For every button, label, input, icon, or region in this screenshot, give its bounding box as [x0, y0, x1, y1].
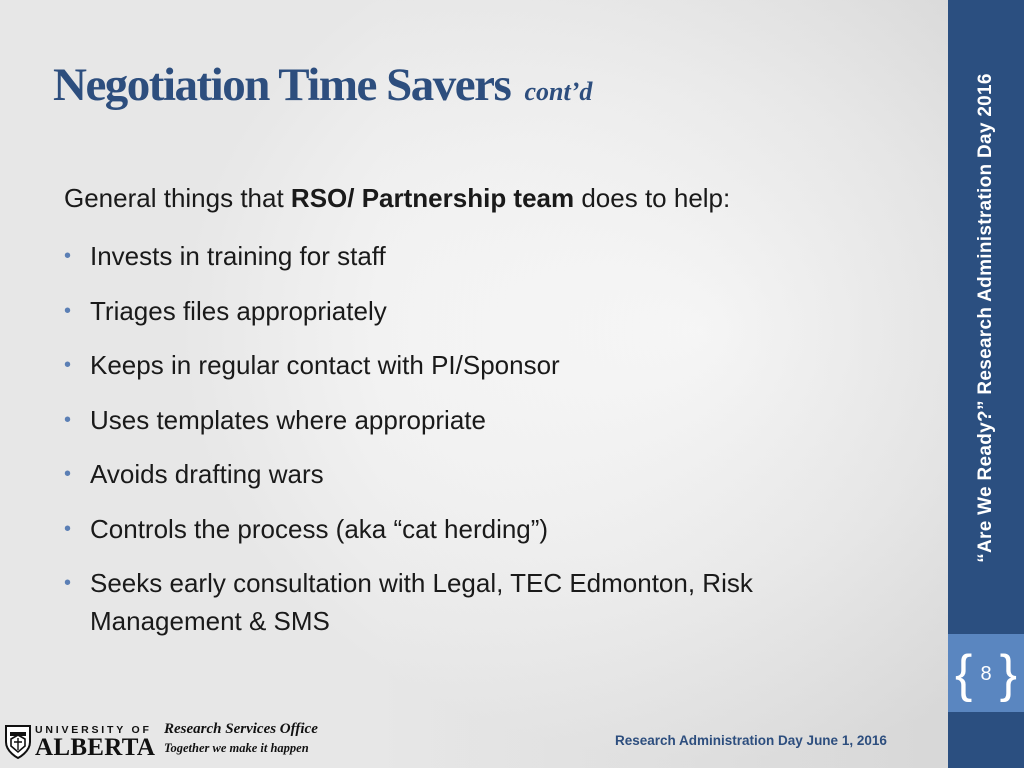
slide-title-suffix: cont’d — [524, 77, 593, 106]
bullet-item — [64, 292, 844, 330]
bullet-icon: • — [64, 354, 72, 376]
intro-bold: RSO/ Partnership team — [290, 183, 575, 213]
slide-title-main: Negotiation Time Savers — [53, 59, 511, 111]
bullet-text: Uses templates where appropriate — [90, 404, 486, 435]
page-number — [955, 645, 1017, 703]
logo-line2: ALBERTA — [35, 734, 156, 761]
event-footer: Research Administration Day June 1, 2016 — [615, 733, 887, 748]
bullet-item — [64, 455, 844, 493]
bullet-text: Keeps in regular contact with PI/Sponsor — [90, 350, 560, 380]
crest-icon — [4, 724, 32, 760]
bullet-text: Triages files appropriately — [90, 295, 387, 326]
bullet-list — [64, 237, 844, 657]
bullet-icon: • — [64, 463, 72, 485]
bullet-item — [64, 401, 844, 439]
bullet-text: Seeks early consultation with Legal, TEC Edmonton, Risk Management & SMS — [90, 568, 753, 636]
bullet-icon: • — [64, 245, 72, 267]
bullet-icon: • — [64, 572, 72, 594]
bullet-text: Invests in training for staff — [90, 241, 386, 271]
bullet-icon: • — [64, 299, 72, 322]
right-brace-icon: } — [999, 645, 1017, 703]
bullet-item — [64, 346, 844, 384]
intro-prefix: General things that — [64, 183, 291, 213]
university-logo — [4, 722, 154, 762]
bullet-icon: • — [64, 517, 72, 540]
slide-title — [53, 58, 592, 112]
left-brace-icon: { — [955, 645, 973, 703]
bullet-icon: • — [64, 408, 72, 431]
intro-suffix: does to help: — [574, 183, 731, 213]
office-tagline: Together we make it happen — [164, 741, 309, 755]
bullet-text: Avoids drafting wars — [90, 459, 324, 489]
bullet-item — [64, 237, 844, 275]
sidebar-vertical-title: “Are We Ready?” Research Administration Day 2016 — [975, 73, 996, 563]
intro-line — [64, 183, 730, 214]
bullet-item — [64, 510, 844, 548]
page-number-value: 8 — [980, 662, 992, 685]
bullet-item — [64, 564, 844, 640]
office-block — [164, 721, 318, 756]
bullet-text: Controls the process (aka “cat herding”) — [90, 513, 549, 544]
logo-line1: UNIVERSITY OF — [35, 724, 152, 736]
office-name: Research Services Office — [164, 721, 318, 737]
